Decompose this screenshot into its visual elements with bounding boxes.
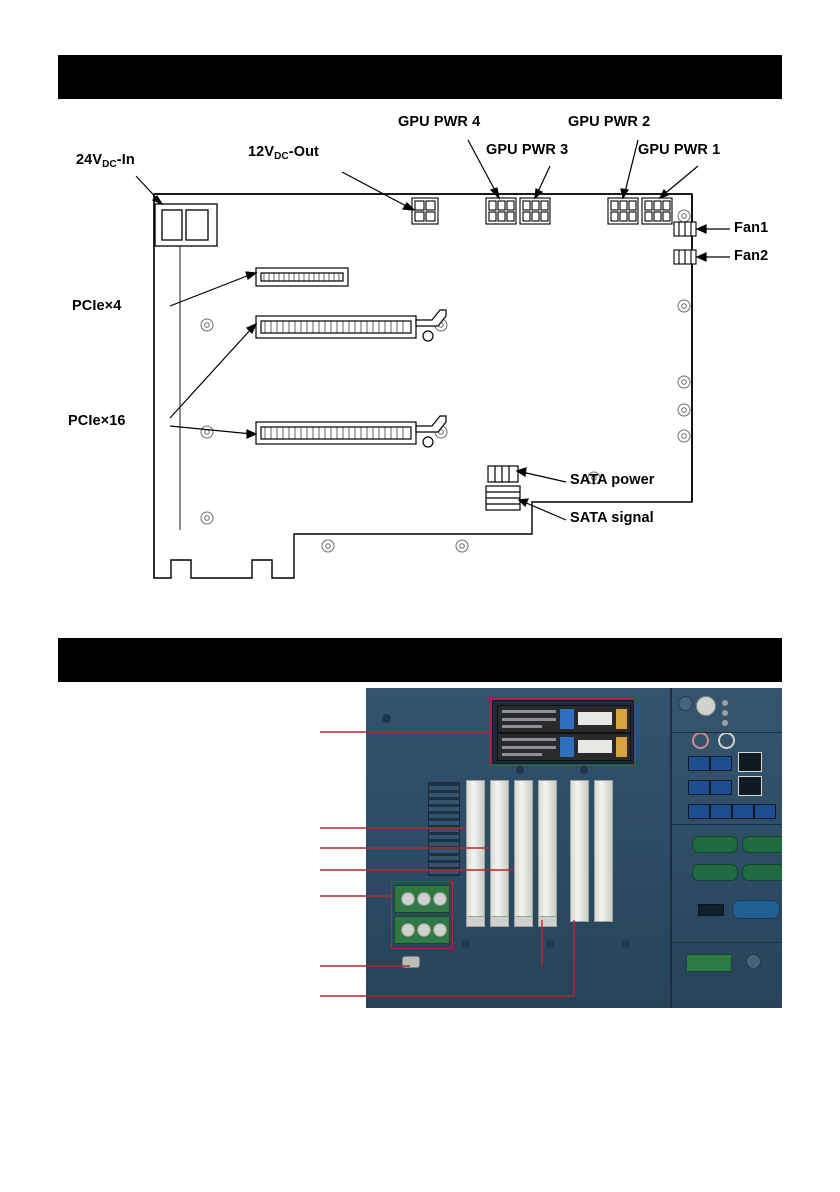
chassis-screw-hole: [382, 714, 391, 723]
panel-seam: [670, 942, 782, 943]
chassis-screw: [462, 766, 470, 774]
callout-box-terminals: [391, 881, 453, 949]
slot-tab: [538, 916, 557, 927]
io-panel-thumb-screw[interactable]: [746, 954, 761, 969]
carrier-board-diagram: [58, 110, 782, 600]
section-bar-bottom: [58, 638, 782, 682]
gpu-pwr-1-connector: [642, 198, 672, 224]
expansion-slot-cover-1[interactable]: [466, 780, 485, 922]
chassis-screw: [580, 766, 588, 774]
panel-seam: [670, 824, 782, 825]
status-led-1: [722, 700, 728, 706]
ethernet-port-2[interactable]: [738, 776, 762, 796]
board-svg: [58, 110, 782, 600]
hdmi-port[interactable]: [698, 904, 724, 916]
label-pcie-x16: PCIe×16: [68, 413, 126, 429]
leader-lines: [136, 140, 730, 520]
label-sata-power: SATA power: [570, 472, 655, 488]
pcie-x4-slot: [256, 268, 348, 286]
usb-port-6[interactable]: [710, 804, 732, 819]
dc-out-connector: [412, 198, 438, 224]
label-gpu-pwr-2: GPU PWR 2: [568, 114, 651, 130]
io-terminal-block[interactable]: [686, 954, 732, 972]
expansion-slot-cover-6[interactable]: [594, 780, 613, 922]
expansion-slot-cover-4[interactable]: [538, 780, 557, 922]
pcie-x16-slot-1: [256, 310, 446, 341]
chassis-screw: [516, 766, 524, 774]
serial-port-2[interactable]: [742, 836, 782, 853]
photo-body: [366, 688, 782, 1008]
label-gpu-pwr-1: GPU PWR 1: [638, 142, 721, 158]
usb-port-8[interactable]: [754, 804, 776, 819]
label-fan1: Fan1: [734, 220, 769, 236]
expansion-slot-cover-3[interactable]: [514, 780, 533, 922]
usb-port-2[interactable]: [710, 756, 732, 771]
usb-port-3[interactable]: [688, 780, 710, 795]
serial-port-1[interactable]: [692, 836, 738, 853]
gpu-pwr-4-connector: [486, 198, 516, 224]
slot-tab: [490, 916, 509, 927]
chassis-screw: [622, 940, 630, 948]
sata-power-connector: [488, 466, 518, 482]
usb-port-4[interactable]: [710, 780, 732, 795]
power-button[interactable]: [696, 696, 716, 716]
expansion-slot-cover-5[interactable]: [570, 780, 589, 922]
sata-signal-connector: [486, 486, 520, 510]
slot-tab: [514, 916, 533, 927]
fan2-header: [674, 250, 696, 264]
status-led-2: [722, 710, 728, 716]
audio-mic-jack[interactable]: [692, 732, 709, 749]
usb-port-1[interactable]: [688, 756, 710, 771]
label-gpu-pwr-3: GPU PWR 3: [486, 142, 569, 158]
callout-box-drive-bay: [490, 698, 636, 766]
chassis-screw: [546, 940, 554, 948]
label-sata-signal: SATA signal: [570, 510, 654, 526]
label-fan2: Fan2: [734, 248, 769, 264]
slot-tab: [466, 916, 485, 927]
usb-port-7[interactable]: [732, 804, 754, 819]
pcie-x16-slot-2: [256, 416, 446, 447]
ethernet-port-1[interactable]: [738, 752, 762, 772]
audio-line-out-jack[interactable]: [718, 732, 735, 749]
serial-port-4[interactable]: [742, 864, 782, 881]
label-pcie-x4: PCIe×4: [72, 298, 122, 314]
usb-port-5[interactable]: [688, 804, 710, 819]
gpu-pwr-2-connector: [608, 198, 638, 224]
label-gpu-pwr-4: GPU PWR 4: [398, 114, 481, 130]
chassis-rear-photo: [366, 688, 782, 1008]
dc-in-connector: [155, 204, 217, 246]
expansion-slot-cover-2[interactable]: [490, 780, 509, 922]
label-12vdc-out: $12V_{DC}$-Out: [248, 144, 319, 162]
status-led-3: [722, 720, 728, 726]
gpu-pwr-3-connector: [520, 198, 550, 224]
io-panel-screw-hole: [678, 696, 693, 711]
panel-seam: [670, 732, 782, 733]
serial-port-3[interactable]: [692, 864, 738, 881]
vga-port[interactable]: [732, 900, 780, 919]
chassis-screw: [462, 940, 470, 948]
section-bar-top: [58, 55, 782, 99]
fan1-header: [674, 222, 696, 236]
ventilation-grille: [428, 782, 460, 876]
ground-screw[interactable]: [402, 956, 420, 968]
mounting-holes: [201, 210, 690, 552]
label-24vdc-in: $24V_{DC}-In$: [76, 152, 135, 170]
